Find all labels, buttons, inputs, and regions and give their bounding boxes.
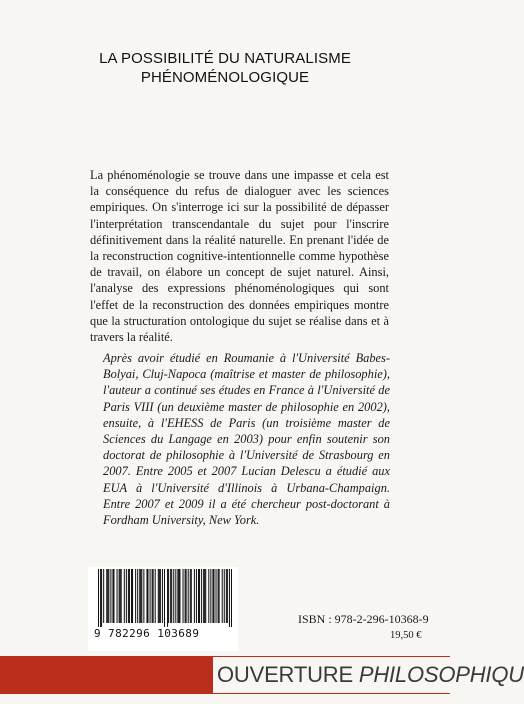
barcode-bar [143,569,144,623]
barcode-bar [199,569,200,623]
barcode-bar [121,569,122,623]
barcode-bar [160,569,161,623]
barcode-bar [201,569,202,623]
collection-name-part-1: OUVERTURE [217,662,353,687]
book-title [0,49,450,87]
barcode-bar [226,569,227,623]
barcode-bar [216,569,217,623]
barcode-bar [222,569,223,623]
summary-text: La phénoménologie se trouve dans une impasse et cela est la conséquence du refus de dialoguer avec les sciences empiriques. On s'interroge ici sur la possibilité de dépasser l'interprétation transcendantale du sujet pour l'inscrire définitivement dans la réalité naturelle. En prenant l'idée de la reconstruction cognitive-intentionnelle comme hypothèse de travail, on élabore un concept de sujet naturel. Ainsi, l'analyse des expressions phénoménologiques qui sont l'effet de la reconstruction des données empiriques montre que la structuration ontologique du sujet se réalise dans et à travers la réalité. [90,168,389,345]
barcode-bar [129,569,130,623]
barcode-bars [98,569,232,627]
barcode-bar [178,569,179,623]
barcode-bar [137,569,138,623]
barcode-bar [120,569,121,623]
barcode-bar [141,569,142,623]
barcode-bar [107,569,108,623]
barcode-bar [103,569,104,623]
bottom-margin [0,694,450,704]
barcode-bar [185,569,186,623]
barcode-bar [213,569,214,623]
barcode-bar [164,569,165,627]
barcode-bar [132,569,133,623]
barcode-bar [112,569,113,623]
barcode-bar [210,569,211,623]
barcode-bar [224,569,225,623]
barcode-bar [194,569,195,623]
barcode-bar [159,569,160,623]
barcode-bar [188,569,189,623]
barcode-digits: 9 782296 103689 [94,627,200,640]
barcode-bar [186,569,187,623]
barcode-bar [190,569,191,623]
barcode-bar [113,569,114,623]
barcode-bar [168,569,169,623]
barcode-bar [175,569,176,623]
isbn-number: ISBN : 978-2-296-10368-9 [298,612,429,626]
barcode-bar [203,569,204,623]
barcode-bar [177,569,178,623]
author-bio-block [103,350,390,528]
barcode-bar [167,569,168,627]
barcode-bar [179,569,180,623]
barcode-bar [219,569,220,623]
barcode-bar [231,569,232,627]
barcode-bar [147,569,148,623]
barcode-bar [170,569,171,623]
barcode-bar [98,569,99,627]
title-line-1: LA POSSIBILITÉ DU NATURALISME [99,50,351,67]
collection-name-part-2: PHILOSOPHIQU [358,662,524,687]
barcode-bar [191,569,192,623]
barcode-bar [229,569,230,627]
title-line-2: PHÉNOMÉNOLOGIQUE [140,69,310,86]
barcode-bar [153,569,154,623]
barcode-bar [126,569,127,623]
barcode-bar [171,569,172,623]
barcode-bar [208,569,209,623]
isbn-barcode [88,567,238,651]
barcode-bar [119,569,120,623]
barcode-bar [139,569,140,623]
barcode-bar [162,569,163,623]
collection-name [213,657,524,693]
barcode-bar [218,569,219,623]
barcode-bar [198,569,199,623]
summary-block [90,167,389,345]
barcode-bar [117,569,118,623]
barcode-bar [173,569,174,623]
barcode-bar [205,569,206,623]
price: 19,50 € [390,630,422,641]
barcode-bar [110,569,111,623]
barcode-bar [158,569,159,623]
barcode-bar [135,569,136,623]
barcode-bar [106,569,107,623]
barcode-bar [204,569,205,623]
collection-banner [0,656,524,694]
barcode-bar [124,569,125,623]
barcode-bar [146,569,147,623]
barcode-bar [108,569,109,623]
barcode-bar [128,569,129,623]
barcode-bar [196,569,197,623]
barcode-bar [150,569,151,623]
author-bio-text: Après avoir étudié en Roumanie à l'Université Babes-Bolyai, Cluj-Napoca (maîtrise et master de philosophie), l'auteur a continué ses études en France à l'Université de Paris VIII (un deuxième master de philosophie en 2002), ensuite, à l'EHESS de Paris (un troisième master de Sciences du Langage en 2003) pour enfin soutenir son doctorat de philosophie à l'Université de Strasbourg en 2007. Entre 2005 et 2007 Lucian Delescu a étudié aux EUA à l'Université d'Illinois à Urbana-Champaign. Entre 2007 et 2009 il a été chercheur post-doctorant à Fordham University, New York. [103,351,390,528]
barcode-bar [140,569,141,623]
barcode-bar [183,569,184,623]
barcode-bar [131,569,132,623]
barcode-bar [101,569,102,627]
barcode-bar [155,569,156,623]
barcode-bar [212,569,213,623]
barcode-bar [152,569,153,623]
barcode-bar [100,569,101,627]
barcode-bar [227,569,228,623]
